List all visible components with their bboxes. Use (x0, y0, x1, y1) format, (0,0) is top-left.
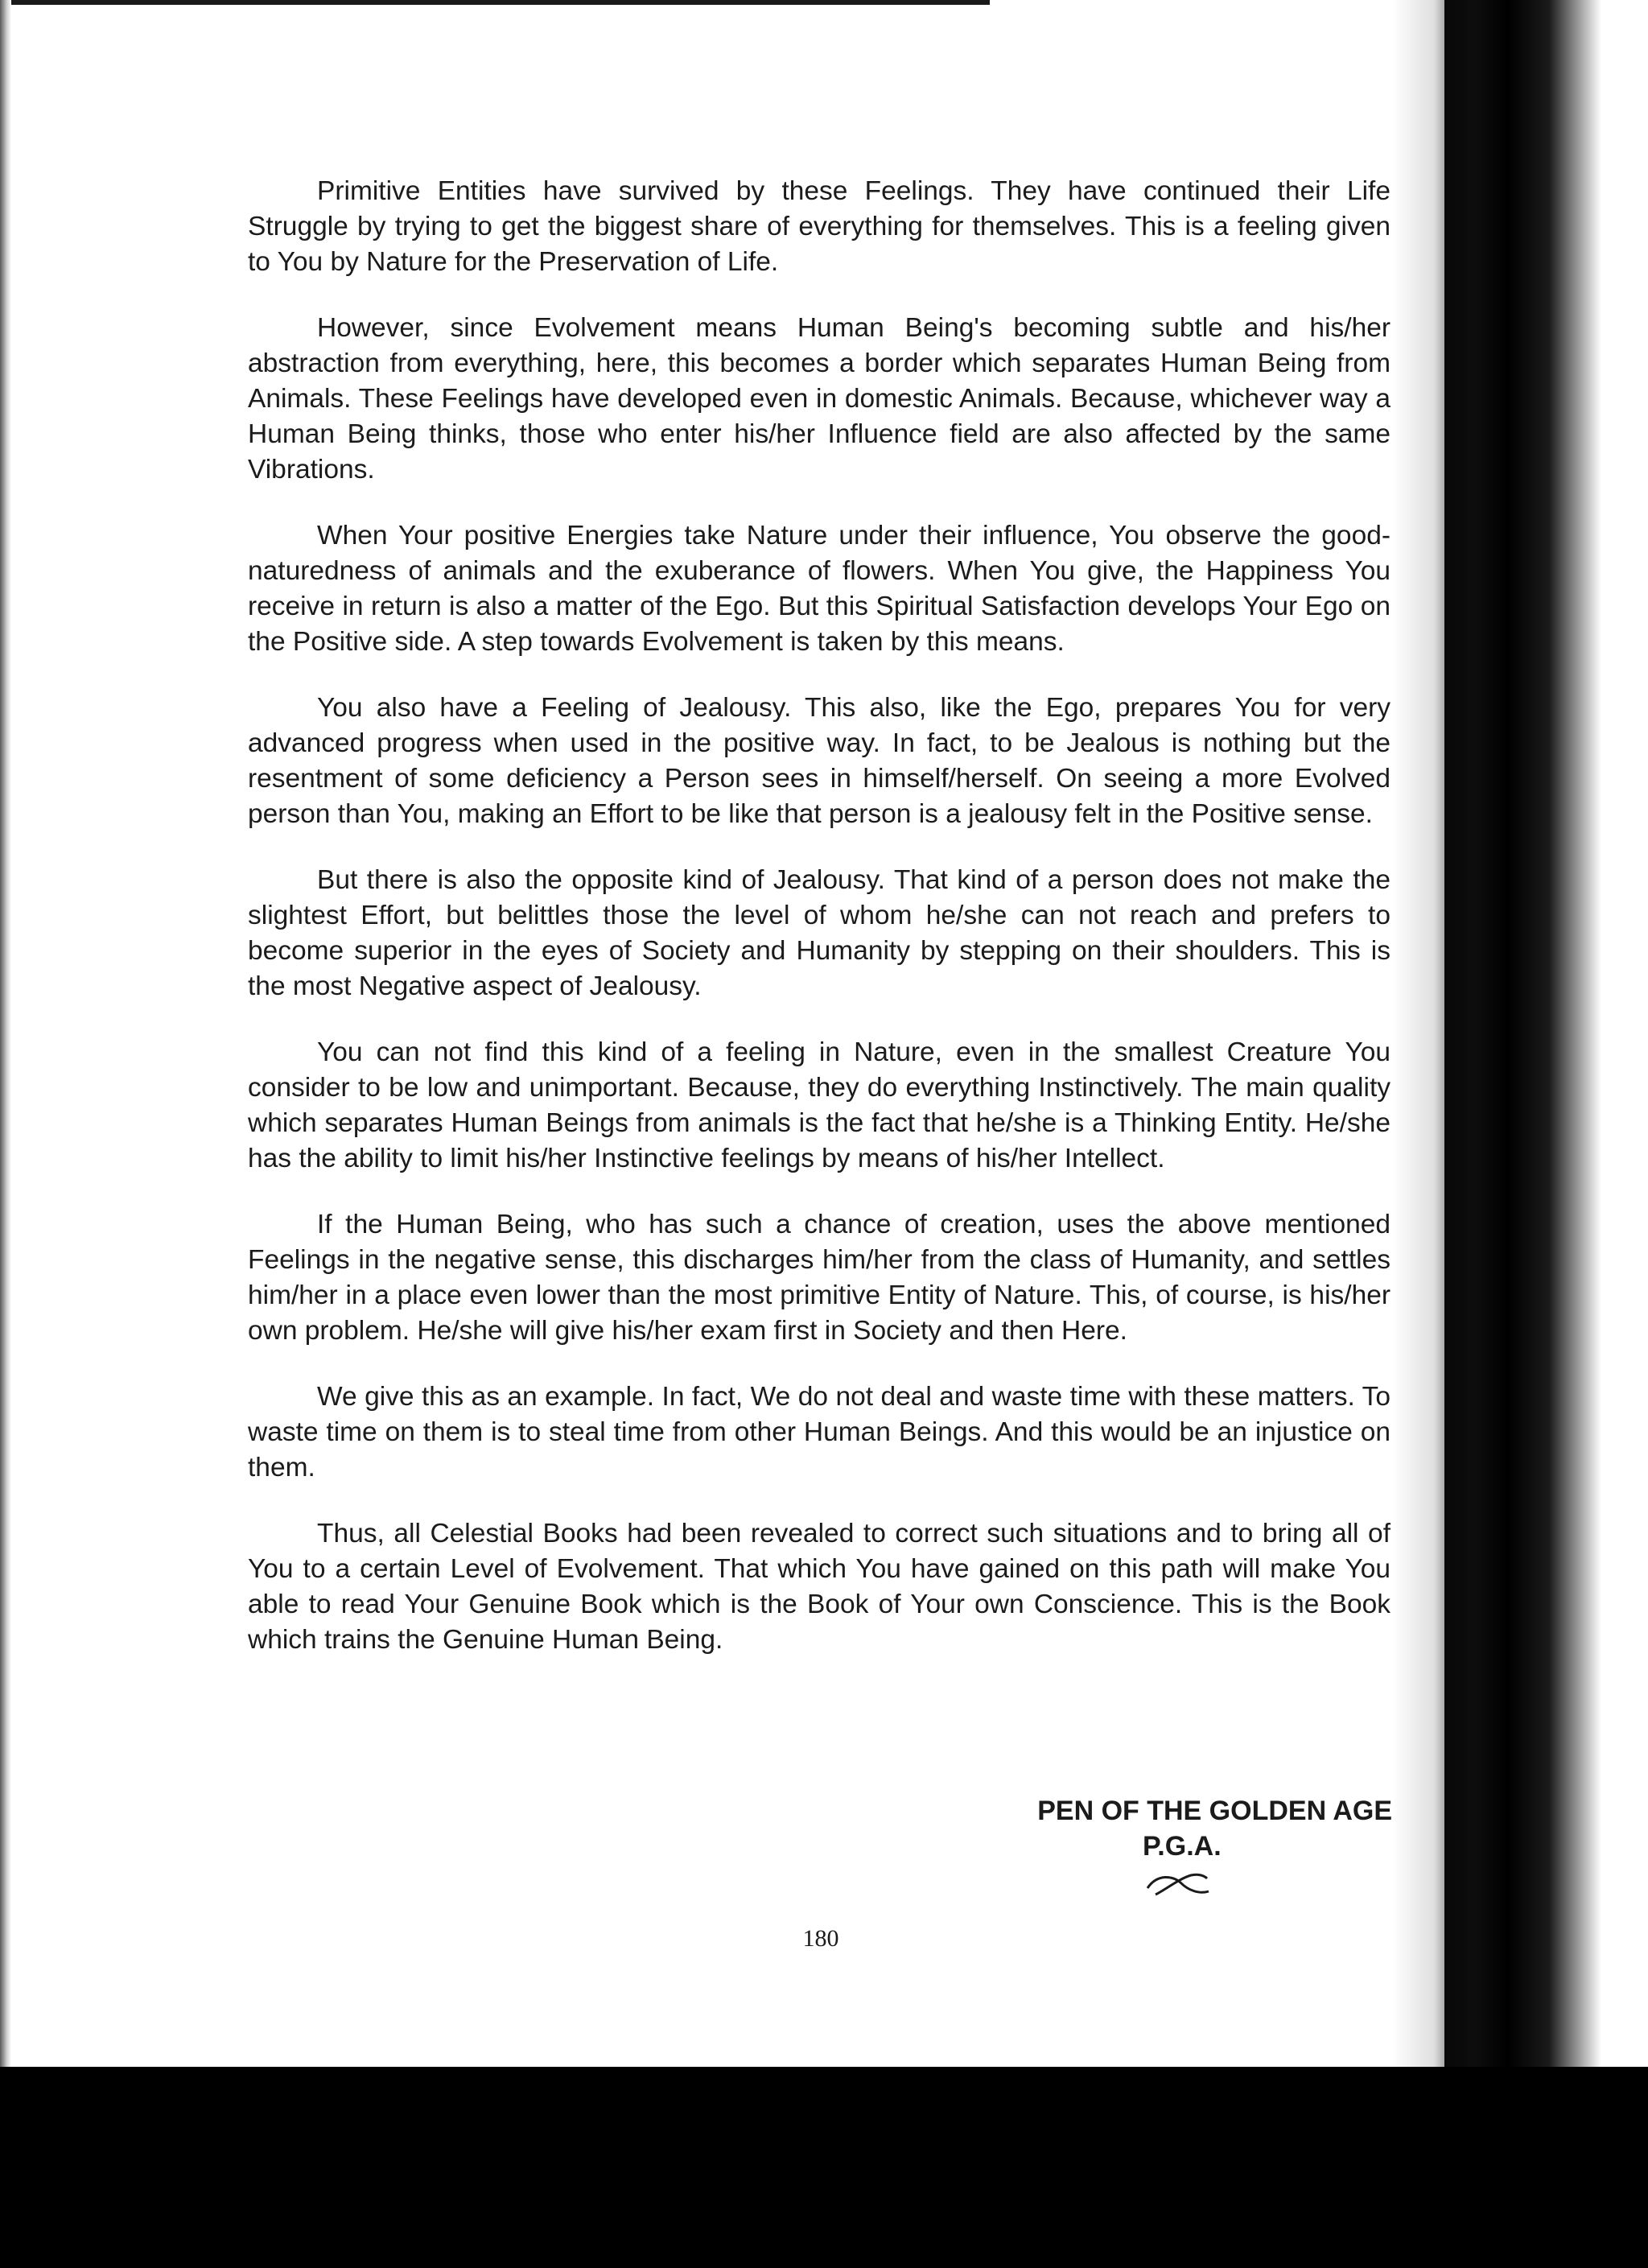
scan-binding-edge (0, 0, 11, 2067)
body-text (248, 174, 1390, 1689)
paragraph: However, since Evolvement means Human Being's becoming subtle and his/her abstraction from everything, here, this becomes a border which separates Human Being from Animals. These Feelings have developed even in domestic Animals. Because, whichever way a Human Being thinks, those who enter his/her Influence field are also affected by the same Vibrations. (248, 313, 1390, 485)
paragraph: You also have a Feeling of Jealousy. This also, like the Ego, prepares You for very advanced progress when used in the positive way. In fact, to be Jealous is nothing but the resentment of some deficiency a Person sees in himself/herself. On seeing a more Evolved person than You, making an Effort to be like that person is a jealousy felt in the Positive sense. (248, 693, 1390, 829)
scan-shadow-band (1392, 0, 1601, 2067)
signature-mark-icon (1141, 1867, 1213, 1899)
paragraph: You can not find this kind of a feeling in Nature, even in the smallest Creature You consider to be low and unimportant. Because, they do everything Instinctively. The main quality which separates Human Beings from animals is the fact that he/she is a Thinking Entity. He/she has the ability to limit his/her Instinctive feelings by means of his/her Intellect. (248, 1037, 1390, 1173)
paragraph: When Your positive Energies take Nature under their influence, You observe the good-naturedness of animals and the exuberance of flowers. When You give, the Happiness You receive in return is also a matter of the Ego. But this Spiritual Satisfaction develops Your Ego on the Positive side. A step towards Evolvement is taken by this means. (248, 521, 1390, 657)
scan-top-edge (0, 0, 990, 5)
scan-edge-strip (1601, 0, 1648, 2067)
signature-initials: P.G.A. (1143, 1831, 1222, 1862)
paragraph: Thus, all Celestial Books had been revealed to correct such situations and to bring all of You to a certain Level of Evolvement. That which You have gained on this path will make You able to read Your Genuine Book which is the Book of Your own Conscience. This is the Book which trains the Genuine Human Being. (248, 1519, 1390, 1655)
paragraph: Primitive Entities have survived by these Feelings. They have continued their Life Struggle by trying to get the biggest share of everything for themselves. This is a feeling given to You by Nature for the Preservation of Life. (248, 176, 1390, 277)
paragraph: We give this as an example. In fact, We do not deal and waste time with these matters. To waste time on them is to steal time from other Human Beings. And this would be an injustice on them. (248, 1382, 1390, 1482)
page-number: 180 (802, 1925, 839, 1952)
paragraph: But there is also the opposite kind of Jealousy. That kind of a person does not make the slightest Effort, but belittles those the level of whom he/she can not reach and prefers to become superior in the eyes of Society and Humanity by stepping on their shoulders. This is the most Negative aspect of Jealousy. (248, 865, 1390, 1001)
scan-bottom-border (0, 2067, 1648, 2268)
signature-name: PEN OF THE GOLDEN AGE (1037, 1796, 1392, 1826)
paragraph: If the Human Being, who has such a chance of creation, uses the above mentioned Feelings in the negative sense, this discharges him/her from the class of Humanity, and settles him/her in a place even lower than the most primitive Entity of Nature. This, of course, is his/her own problem. He/she will give his/her exam first in Society and then Here. (248, 1210, 1390, 1346)
